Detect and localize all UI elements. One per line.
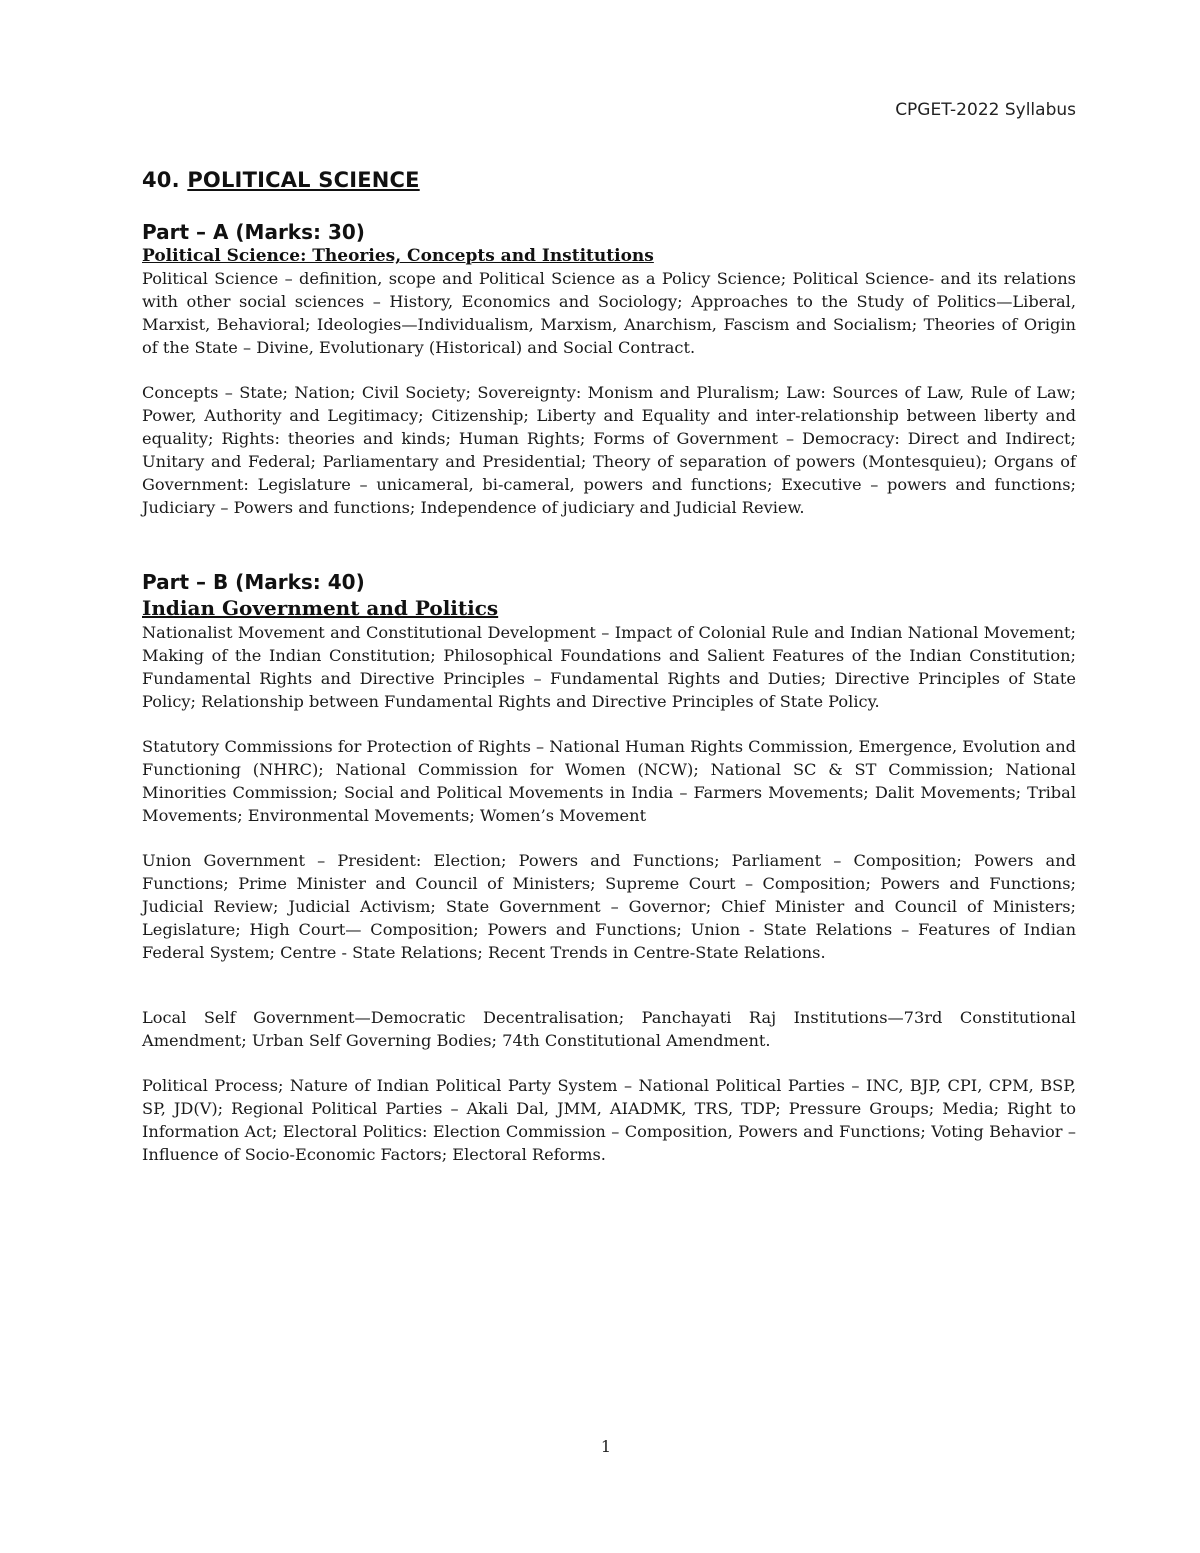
- part-a-section-title: Political Science: Theories, Concepts and Institutions: [142, 246, 654, 266]
- part-b-section-title: Indian Government and Politics: [142, 596, 499, 620]
- document-title: [142, 168, 1076, 192]
- title-subject: POLITICAL SCIENCE: [187, 168, 420, 192]
- part-b-paragraph-3: Union Government – President: Election; Powers and Functions; Parliament – Composition; Powers and Functions; Prime Minister and Council of Ministers; Supreme Court – Composition; Powers and Functions; Judicial Review; Judicial Activism; State Government – Governor; Chief Minister and Council of Ministers; Legislature; High Court— Composition; Powers and Functions; Union - State Relations – Features of Indian Federal System; Centre - State Relations; Recent Trends in Centre-State Relations.: [142, 851, 1076, 962]
- part-a-paragraph-1: Political Science – definition, scope and Political Science as a Policy Science; Political Science- and its relations with other social sciences – History, Economics and Sociology; Approaches to the Study of Politics—Liberal, Marxist, Behavioral; Ideologies—Individualism, Marxism, Anarchism, Fascism and Socialism; Theories of Origin of the State – Divine, Evolutionary (Historical) and Social Contract.: [142, 269, 1076, 357]
- part-a-section: [142, 219, 1076, 519]
- part-b-paragraph-5: Political Process; Nature of Indian Political Party System – National Political Parties – INC, BJP, CPI, CPM, BSP, SP, JD(V); Regional Political Parties – Akali Dal, JMM, AIADMK, TRS, TDP; Pressure Groups; Media; Right to Information Act; Electoral Politics: Election Commission – Composition, Powers and Functions; Voting Behavior – Influence of Socio-Economic Factors; Electoral Reforms.: [142, 1076, 1076, 1164]
- part-a-paragraph-2: Concepts – State; Nation; Civil Society; Sovereignty: Monism and Pluralism; Law: Sources of Law, Rule of Law; Power, Authority and Legitimacy; Citizenship; Liberty and Equality and inter-relationship between liberty and equality; Rights: theories and kinds; Human Rights; Forms of Government – Democracy: Direct and Indirect; Unitary and Federal; Parliamentary and Presidential; Theory of separation of powers (Montesquieu); Organs of Government: Legislature – unicameral, bi-cameral, powers and functions; Executive – powers and functions; Judiciary – Powers and functions; Independence of judiciary and Judicial Review.: [142, 383, 1076, 517]
- page-number: 1: [600, 1437, 612, 1456]
- part-b-paragraph-4: Local Self Government—Democratic Decentralisation; Panchayati Raj Institutions—73rd Constitutional Amendment; Urban Self Governing Bodies; 74th Constitutional Amendment.: [142, 1008, 1076, 1050]
- running-header: CPGET-2022 Syllabus: [895, 100, 1076, 120]
- part-a-heading: Part – A (Marks: 30): [142, 220, 365, 244]
- part-b-section: [142, 569, 1076, 1166]
- part-b-paragraph-2: Statutory Commissions for Protection of Rights – National Human Rights Commission, Emergence, Evolution and Functioning (NHRC); National Commission for Women (NCW); National SC & ST Commission; National Minorities Commission; Social and Political Movements in India – Farmers Movements; Dalit Movements; Tribal Movements; Environmental Movements; Women’s Movement: [142, 737, 1076, 825]
- part-b-paragraph-1: Nationalist Movement and Constitutional Development – Impact of Colonial Rule and Indian National Movement; Making of the Indian Constitution; Philosophical Foundations and Salient Features of the Indian Constitution; Fundamental Rights and Directive Principles – Fundamental Rights and Duties; Directive Principles of State Policy; Relationship between Fundamental Rights and Directive Principles of State Policy.: [142, 623, 1076, 711]
- page-content: [142, 168, 1076, 1166]
- part-b-heading: Part – B (Marks: 40): [142, 570, 365, 594]
- title-number: 40.: [142, 168, 180, 192]
